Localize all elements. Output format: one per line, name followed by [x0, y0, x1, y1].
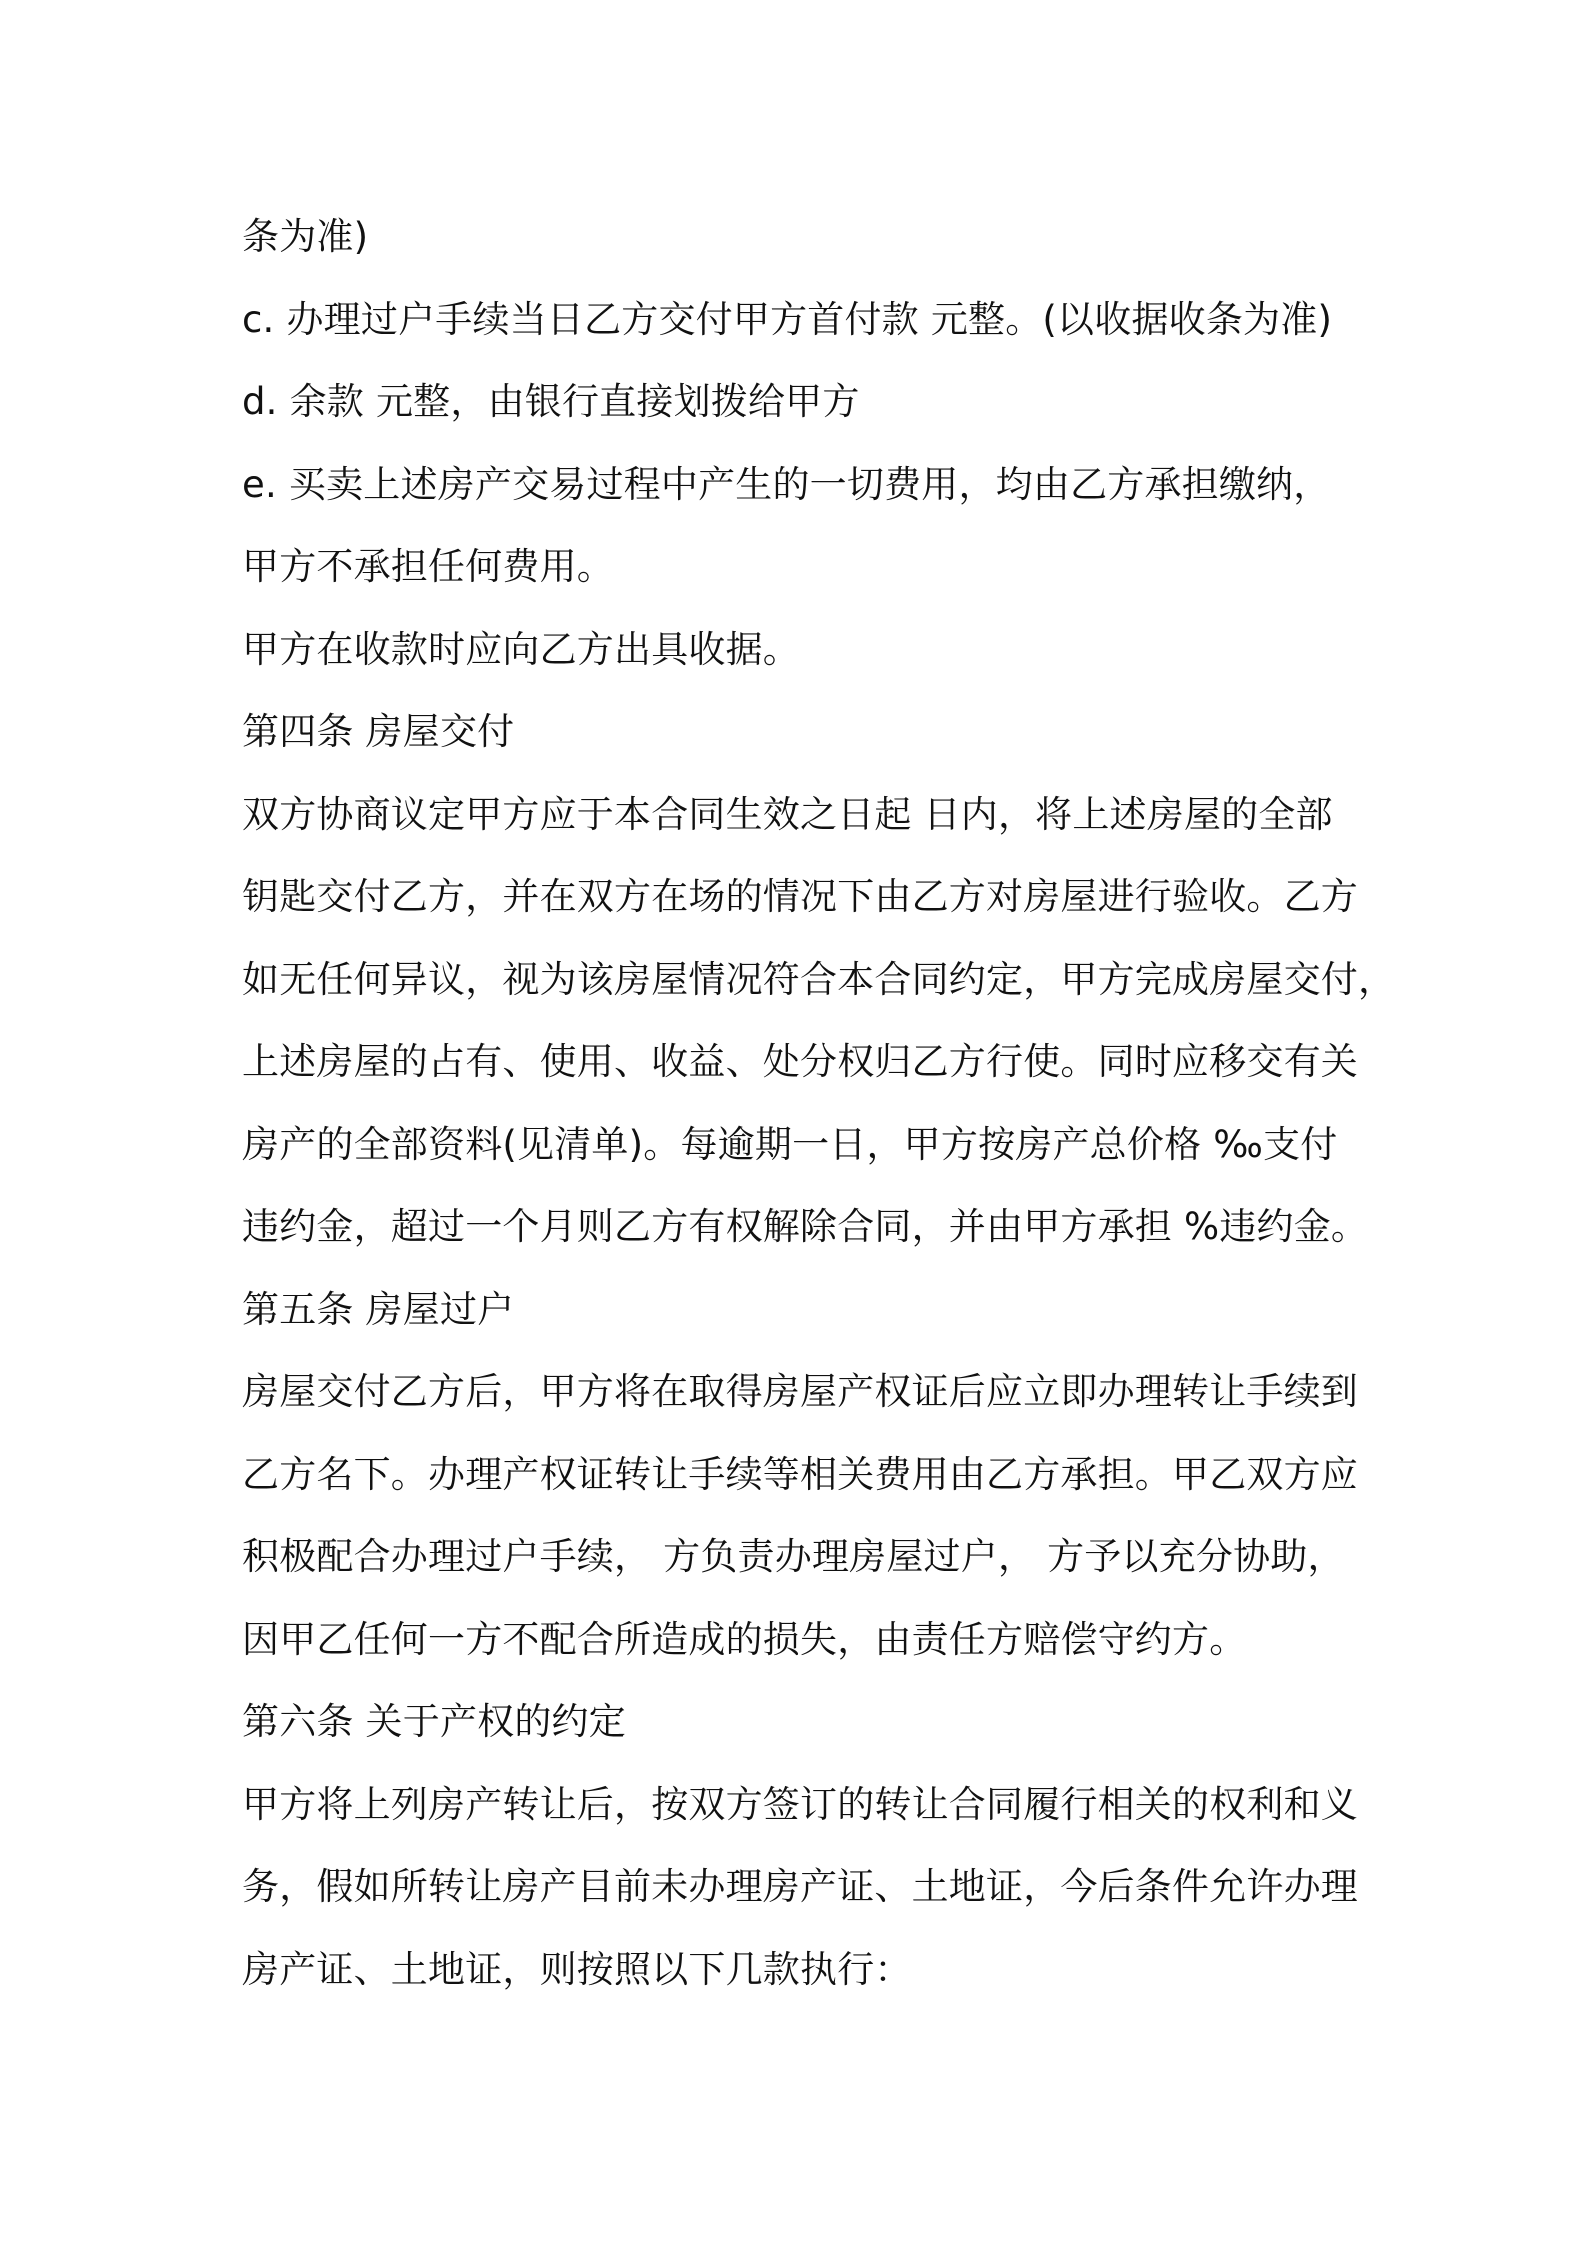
section-heading: 第四条 房屋交付 [242, 710, 515, 753]
section-heading: 第五条 房屋过户 [242, 1287, 515, 1331]
text-line: 甲方不承担任何费用。 [242, 545, 614, 588]
text-line: 积极配合办理过户手续， 方负责办理房屋过户， 方予以充分协助， [242, 1535, 1345, 1578]
section-heading: 第六条 关于产权的约定 [242, 1700, 626, 1743]
text-line: c. 办理过户手续当日乙方交付甲方首付款 元整。(以收据收条为准) [242, 297, 1333, 341]
text-line: 甲方将上列房产转让后，按双方签订的转让合同履行相关的权利和义 [242, 1782, 1358, 1826]
text-line: 甲方在收款时应向乙方出具收据。 [242, 627, 800, 671]
text-line: 违约金，超过一个月则乙方有权解除合同，并由甲方承担 %违约金。 [242, 1205, 1369, 1248]
text-line: 房产的全部资料(见清单)。每逾期一日，甲方按房产总价格 ‰支付 [242, 1122, 1338, 1166]
text-line: 如无任何异议，视为该房屋情况符合本合同约定，甲方完成房屋交付， [242, 957, 1396, 1001]
text-line: 因甲乙任何一方不配合所造成的损失，由责任方赔偿守约方。 [242, 1617, 1247, 1661]
text-line: 务，假如所转让房产目前未办理房产证、土地证，今后条件允许办理 [242, 1865, 1358, 1908]
text-line: 房产证、土地证，则按照以下几款执行： [242, 1947, 912, 1991]
text-line: d. 余款 元整，由银行直接划拨给甲方 [242, 380, 860, 423]
text-line: 上述房屋的占有、使用、收益、处分权归乙方行使。同时应移交有关 [242, 1040, 1358, 1083]
text-line: e. 买卖上述房产交易过程中产生的一切费用，均由乙方承担缴纳， [242, 462, 1331, 506]
text-line: 双方协商议定甲方应于本合同生效之日起 日内，将上述房屋的全部 [242, 792, 1333, 836]
document-body [242, 196, 1396, 2011]
text-line: 乙方名下。办理产权证转让手续等相关费用由乙方承担。甲乙双方应 [242, 1452, 1358, 1496]
text-line: 钥匙交付乙方，并在双方在场的情况下由乙方对房屋进行验收。乙方 [242, 875, 1358, 918]
text-line: 条为准) [242, 215, 369, 258]
text-line: 房屋交付乙方后，甲方将在取得房屋产权证后应立即办理转让手续到 [242, 1370, 1358, 1413]
